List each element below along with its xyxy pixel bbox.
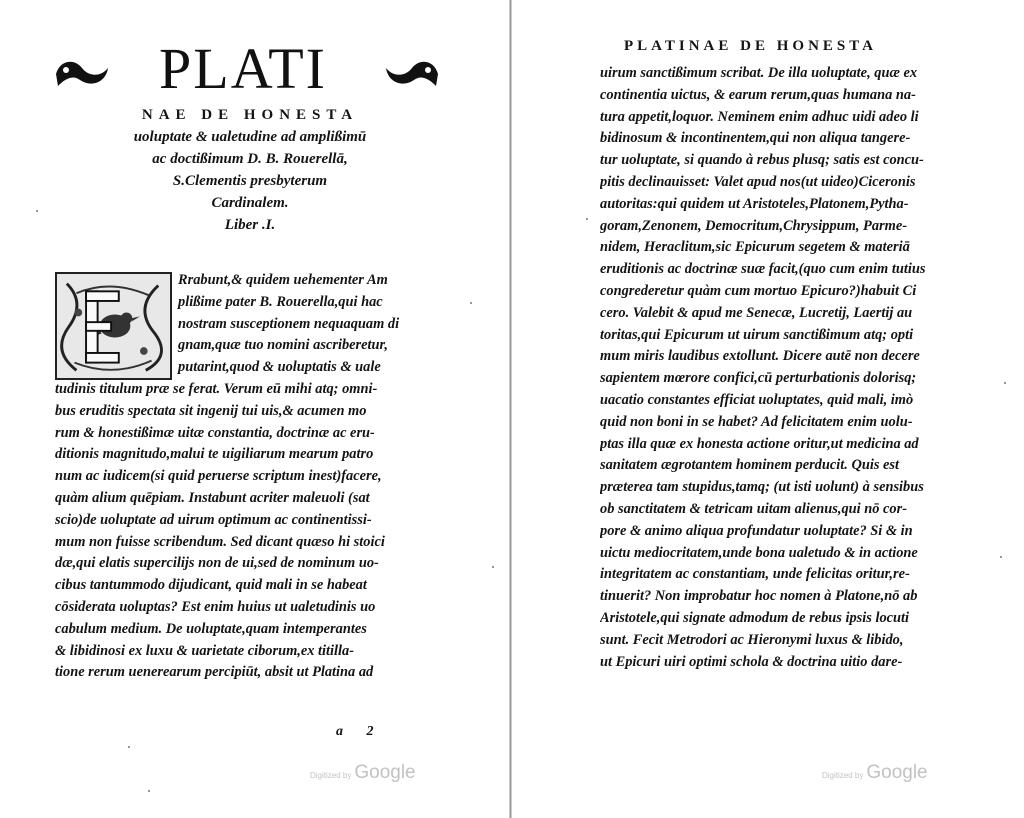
scan-speck — [586, 218, 588, 220]
text-line: putarint,quod & uoluptatis & uale — [178, 359, 381, 376]
text-line: congrederetur quàm cum mortuo Epicuro?)habuit Ci — [600, 282, 917, 299]
text-line: plißime pater B. Rouerella,qui hac — [178, 293, 383, 310]
text-line: Aristotele,qui signate admodum de rebus ipsis locuti — [600, 609, 910, 626]
text-line: tione rerum uenerearum percipiūt, absit ut Platina ad — [55, 664, 374, 681]
text-line: cōsiderata uoluptas? Est enim huius ut ualetudinis uo — [55, 598, 376, 615]
text-line: dæ,qui elatis supercilijs non de ui,sed de nominum uo- — [55, 555, 379, 572]
text-line: uictu mediocritatem,unde bona ualetudo & in actione — [600, 544, 918, 561]
text-line: continentia uictus, & earum rerum,quas humana na- — [600, 86, 916, 103]
right-body-text — [600, 63, 978, 673]
scan-speck — [470, 302, 472, 304]
text-line: mum miris laudibus extollunt. Dicere autē non decere — [600, 348, 920, 365]
left-page — [0, 0, 508, 818]
heading-line: Liber .I. — [224, 217, 276, 233]
text-line: tudinis titulum præ se ferat. Verum eū mihi atq; omni- — [55, 380, 378, 397]
text-line: toritas,qui Epicurum ut uirum sanctißimum atq; opti — [600, 326, 914, 343]
google-logo: Google — [866, 762, 928, 783]
google-logo: Google — [354, 762, 416, 783]
dedication-heading — [60, 104, 440, 236]
text-line: ut Epicuri uiri optimi schola & doctrina uitio dare- — [600, 653, 903, 670]
text-line: integritatem ac constantiam, unde felicitas oritur,re- — [600, 566, 910, 583]
text-line: cero. Valebit & apud me Senecæ, Lucretij, Laertij au — [600, 304, 913, 321]
text-line: uacatio constantes efficiat uoluptates, quid mali, imò — [600, 391, 914, 408]
scan-speck — [1004, 382, 1006, 384]
text-line: bus eruditis spectata sit ingenij tui uis,& acumen mo — [55, 402, 367, 419]
text-line: Rrabunt,& quidem uehementer Am — [178, 272, 388, 288]
heading-line: ac doctißimum D. B. Rouerellā, — [152, 151, 348, 167]
heading-line: S.Clementis presbyterum — [172, 173, 328, 189]
text-line: cabulum medium. De uoluptate,quam intemperantes — [55, 620, 367, 637]
text-line: pore & animo aliqua profundatur uoluptate? Si & in — [600, 522, 913, 539]
digitized-watermark — [822, 762, 928, 784]
text-line: ditionis magnitudo,malui te uigiliarum mearum patro — [55, 446, 374, 463]
book-title: PLATI — [159, 36, 327, 101]
scan-speck — [492, 566, 494, 568]
right-fleuron-ornament — [382, 54, 442, 90]
text-line: sanitatem ægrotantem hominem perducit. Quis est — [600, 457, 900, 474]
text-line: num ac iudicem(si quid peruerse scriptum inest)facere, — [55, 468, 382, 485]
text-line: gnam,quæ tuo nomini ascriberetur, — [178, 337, 388, 354]
digitized-watermark — [310, 762, 416, 784]
text-line: quàm alium quēpiam. Instabunt acriter maleuoli (sat — [55, 489, 370, 506]
text-line: bidinosum & incontinentem,qui non aliqua tangere- — [600, 130, 911, 147]
text-line: tinuerit? Non improbatur hoc nomen à Platone,nō ab — [600, 588, 918, 605]
text-line: mum non fuisse scribendum. Sed dicant quæso hi stoici — [55, 533, 385, 550]
scan-speck — [128, 746, 130, 748]
text-line: sapientem mœrore confici,cū perturbationis dolorisq; — [600, 370, 917, 387]
scan-speck — [148, 790, 150, 792]
text-line: quid non boni in se habet? Ad felicitatem enim uolu- — [600, 413, 913, 430]
text-line: nostram susceptionem nequaquam di — [178, 315, 400, 332]
heading-caps: NAE DE HONESTA — [141, 107, 359, 123]
text-line: eruditionis ac doctrinæ suæ facit,(quo cum enim tutius — [600, 261, 926, 278]
title-row — [52, 36, 442, 102]
text-line: præterea tam stupidus,tamq; (ut isti uolunt) à sensibus — [600, 479, 924, 496]
text-line: nidem, Heraclitum,sic Epicurum segetem & materiā — [600, 239, 910, 256]
signature-mark: a 2 — [336, 724, 384, 739]
text-line: ob sanctitatem & tetricam uitam alienus,qui nō cor- — [600, 500, 908, 517]
scan-speck — [36, 210, 38, 212]
heading-line: uoluptate & ualetudine ad amplißimū — [133, 129, 367, 145]
text-line: cibus tantummodo dijudicant, quid mali in se habeat — [55, 577, 367, 594]
watermark-prefix: Digitized by — [310, 771, 352, 780]
text-line: & libidinosi ex luxu & uarietate ciborum,ex titilla- — [55, 642, 355, 659]
text-line: sunt. Fecit Metrodori ac Hieronymi luxus & libido, — [600, 631, 904, 648]
left-body-text — [55, 270, 430, 684]
text-line: scio)de uoluptate ad uirum optimum ac continentissi- — [55, 511, 372, 528]
book-gutter — [509, 0, 512, 818]
text-line: autoritas:qui quidem ut Aristoteles,Platonem,Pytha- — [600, 195, 909, 212]
running-head: PLATINAE DE HONESTA — [624, 38, 877, 54]
text-line: tura appetit,loquor. Neminem enim adhuc uidi adeo li — [600, 108, 919, 125]
text-line: rum & honestißimæ uitæ constantia, doctrinæ ac eru- — [55, 424, 375, 441]
text-line: uirum sanctißimum scribat. De illa uoluptate, quæ ex — [600, 65, 918, 81]
text-line: pitis declinauisset: Valet apud nos(ut uideo)Ciceronis — [600, 173, 916, 190]
scan-speck — [1000, 556, 1002, 558]
text-line: tur uoluptate, si quando à rebus plusq; satis est concu- — [600, 152, 924, 169]
heading-line: Cardinalem. — [211, 195, 289, 211]
text-line: ptas illa quæ ex honesta actione oritur,ut medicina ad — [600, 435, 919, 452]
watermark-prefix: Digitized by — [822, 771, 864, 780]
text-line: goram,Zenonem, Democritum,Chrysippum, Parme- — [600, 217, 908, 234]
